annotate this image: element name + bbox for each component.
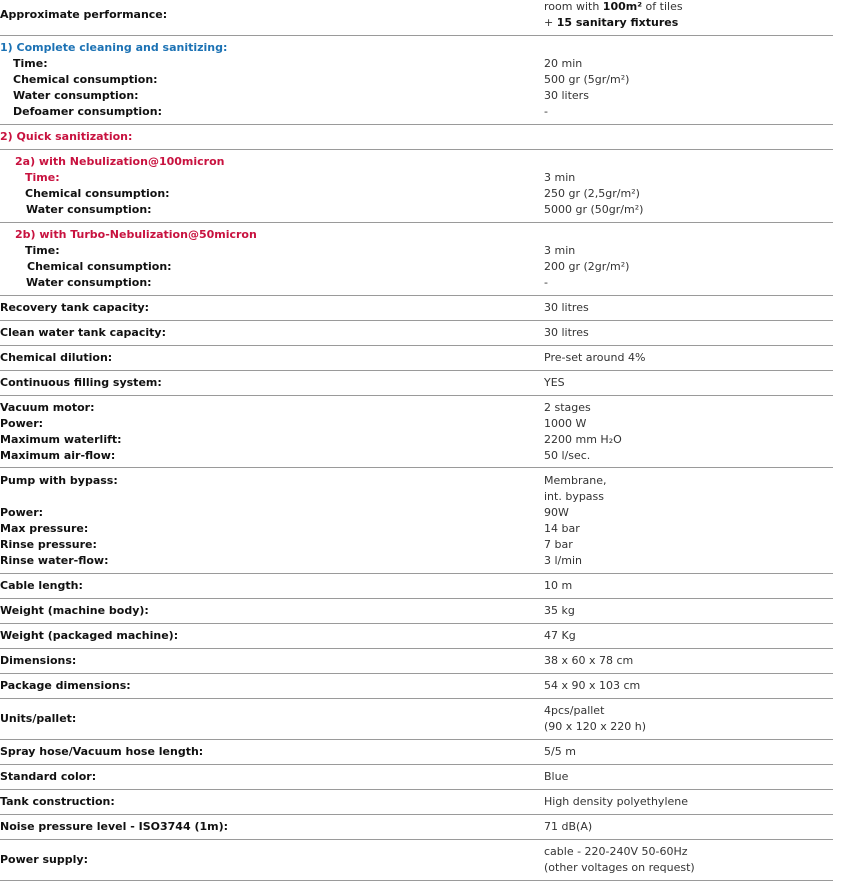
spec-value: 2200 mm H₂O: [544, 433, 622, 446]
spec-label: 2a) with Nebulization@100micron: [15, 155, 225, 168]
spec-value: 3 min: [544, 171, 576, 184]
spec-label: Recovery tank capacity:: [0, 301, 150, 314]
spec-row-hose-length: [0, 739, 833, 765]
spec-label: Approximate performance:: [0, 8, 168, 21]
spec-value: 14 bar: [544, 522, 580, 535]
spec-label: 1) Complete cleaning and sanitizing:: [0, 41, 228, 54]
spec-row-complete-cleaning: [0, 35, 833, 125]
spec-value: 200 gr (2gr/m²): [544, 260, 630, 273]
spec-row-chemical-dilution: [0, 345, 833, 371]
spec-value: 30 litres: [544, 326, 589, 339]
spec-row-vacuum-motor: [0, 395, 833, 468]
spec-label: 2b) with Turbo-Nebulization@50micron: [15, 228, 257, 241]
spec-value: 3 min: [544, 244, 576, 257]
spec-row-noise-level: [0, 814, 833, 840]
spec-row-weight-machine: [0, 598, 833, 624]
spec-value: 30 liters: [544, 89, 589, 102]
spec-label: Rinse water-flow:: [0, 554, 109, 567]
spec-label: Clean water tank capacity:: [0, 326, 166, 339]
spec-label: Dimensions:: [0, 654, 77, 667]
spec-row-package-dimensions: [0, 673, 833, 699]
spec-value: cable - 220-240V 50-60Hz: [544, 845, 688, 858]
spec-value: 2 stages: [544, 401, 591, 414]
spec-row-quick-sanitization: [0, 124, 833, 150]
spec-label: Standard color:: [0, 770, 97, 783]
spec-label: Chemical dilution:: [0, 351, 113, 364]
spec-value: 7 bar: [544, 538, 573, 551]
spec-row-units-pallet: [0, 698, 833, 740]
spec-row-approximate-performance: [0, 0, 833, 36]
spec-label: Package dimensions:: [0, 679, 131, 692]
spec-value: (90 x 120 x 220 h): [544, 720, 647, 733]
spec-label: Power:: [0, 417, 44, 430]
spec-label: Pump with bypass:: [0, 474, 118, 487]
spec-value: 500 gr (5gr/m²): [544, 73, 630, 86]
spec-label: Chemical consumption:: [13, 73, 158, 86]
spec-value: Membrane,: [544, 474, 607, 487]
spec-value: 10 m: [544, 579, 573, 592]
spec-label: Power supply:: [0, 853, 88, 866]
spec-row-turbo-nebulization-50: [0, 222, 833, 296]
spec-value: 4pcs/pallet: [544, 704, 605, 717]
spec-value: 47 Kg: [544, 629, 576, 642]
spec-label: Water consumption:: [26, 276, 152, 289]
spec-value: 50 l/sec.: [544, 449, 591, 462]
spec-label: Rinse pressure:: [0, 538, 97, 551]
spec-row-nebulization-100: [0, 149, 833, 223]
spec-value: High density polyethylene: [544, 795, 689, 808]
spec-row-power-supply: [0, 839, 833, 881]
spec-value: -: [544, 105, 548, 118]
spec-row-clean-water-tank: [0, 320, 833, 346]
spec-row-tank-construction: [0, 789, 833, 815]
spec-row-weight-packaged: [0, 623, 833, 649]
spec-value: 5/5 m: [544, 745, 576, 758]
spec-value: 54 x 90 x 103 cm: [544, 679, 641, 692]
spec-label: Units/pallet:: [0, 712, 77, 725]
spec-label: Continuous filling system:: [0, 376, 162, 389]
spec-label: Time:: [25, 244, 60, 257]
spec-value: room with 100m² of tiles: [544, 0, 683, 13]
spec-label: Spray hose/Vacuum hose length:: [0, 745, 204, 758]
spec-value: 90W: [544, 506, 569, 519]
spec-label: Cable length:: [0, 579, 83, 592]
spec-label: Time:: [13, 57, 48, 70]
spec-value: 250 gr (2,5gr/m²): [544, 187, 640, 200]
spec-label: Tank construction:: [0, 795, 115, 808]
spec-label: Noise pressure level - ISO3744 (1m):: [0, 820, 229, 833]
spec-label: Maximum air-flow:: [0, 449, 116, 462]
spec-row-standard-color: [0, 764, 833, 790]
spec-label: Water consumption:: [26, 203, 152, 216]
spec-label: Weight (machine body):: [0, 604, 149, 617]
spec-label: Weight (packaged machine):: [0, 629, 179, 642]
spec-value: 3 l/min: [544, 554, 583, 567]
spec-label: Max pressure:: [0, 522, 89, 535]
spec-value: 38 x 60 x 78 cm: [544, 654, 634, 667]
spec-label: Defoamer consumption:: [13, 105, 162, 118]
spec-value: 71 dB(A): [544, 820, 593, 833]
spec-label: 2) Quick sanitization:: [0, 130, 133, 143]
spec-label: Time:: [25, 171, 60, 184]
spec-value: 20 min: [544, 57, 583, 70]
spec-value: 1000 W: [544, 417, 587, 430]
spec-row-pump-with-bypass: [0, 467, 833, 574]
spec-label: Vacuum motor:: [0, 401, 95, 414]
spec-label: Maximum waterlift:: [0, 433, 122, 446]
spec-row-dimensions: [0, 648, 833, 674]
spec-value: (other voltages on request): [544, 861, 695, 874]
spec-value: 35 kg: [544, 604, 575, 617]
spec-value: YES: [544, 376, 565, 389]
spec-label: Chemical consumption:: [27, 260, 172, 273]
spec-value: -: [544, 276, 548, 289]
spec-value: 5000 gr (50gr/m²): [544, 203, 644, 216]
spec-label: Power:: [0, 506, 44, 519]
spec-row-continuous-filling: [0, 370, 833, 396]
spec-value: 30 litres: [544, 301, 589, 314]
spec-label: Chemical consumption:: [25, 187, 170, 200]
spec-row-cable-length: [0, 573, 833, 599]
spec-value: Pre-set around 4%: [544, 351, 646, 364]
spec-value: Blue: [544, 770, 569, 783]
spec-label: Water consumption:: [13, 89, 139, 102]
spec-value: int. bypass: [544, 490, 605, 503]
spec-row-recovery-tank: [0, 295, 833, 321]
spec-value: + 15 sanitary fixtures: [544, 16, 679, 29]
